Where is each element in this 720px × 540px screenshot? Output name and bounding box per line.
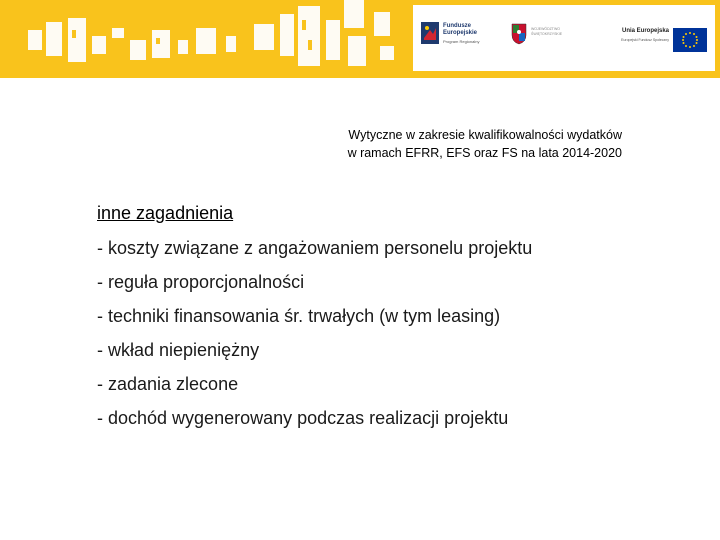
list-item: - techniki finansowania śr. trwałych (w tym leasing) [97, 306, 501, 326]
fundusze-title [443, 23, 477, 37]
wojewodztwo-text [531, 27, 562, 37]
list-item: - koszty związane z angażowaniem personelu projektu [97, 238, 533, 258]
logo-panel [413, 5, 715, 71]
unia-subtitle: Europejski Fundusz Społeczny [621, 38, 669, 42]
list-item: - wkład niepieniężny [97, 340, 260, 360]
subtitle-line-2: w ramach EFRR, EFS oraz FS na lata 2014-2020 [347, 146, 622, 160]
decorative-pattern [0, 0, 410, 78]
fundusze-line1: Fundusze [443, 23, 471, 29]
list-item: - zadania zlecone [97, 374, 239, 394]
wojewodztwo-line1: WOJEWÓDZTWO [531, 27, 560, 31]
slide-content [97, 198, 697, 435]
wojewodztwo-line2: ŚWIĘTOKRZYSKIE [531, 32, 563, 36]
subtitle-line-1: Wytyczne w zakresie kwalifikowalności wydatków [348, 128, 622, 142]
wojewodztwo-logo [511, 23, 591, 53]
coat-of-arms-icon [511, 23, 527, 45]
topic-list [97, 231, 697, 435]
unia-title: Unia Europejska [621, 28, 669, 34]
list-item: - dochód wygenerowany podczas realizacji projektu [97, 408, 509, 428]
section-heading: inne zagadnienia [97, 203, 234, 223]
fundusze-line2: Europejskie [443, 30, 478, 36]
document-subtitle [200, 126, 622, 162]
fundusze-europejskie-logo [421, 20, 501, 60]
header-banner [0, 0, 720, 78]
fundusze-line3: Program Regionalny [443, 39, 480, 44]
eu-flag-icon [673, 28, 707, 52]
fundusze-logo-icon [421, 22, 439, 44]
unia-europejska-logo [599, 25, 711, 55]
list-item: - reguła proporcjonalności [97, 272, 305, 292]
